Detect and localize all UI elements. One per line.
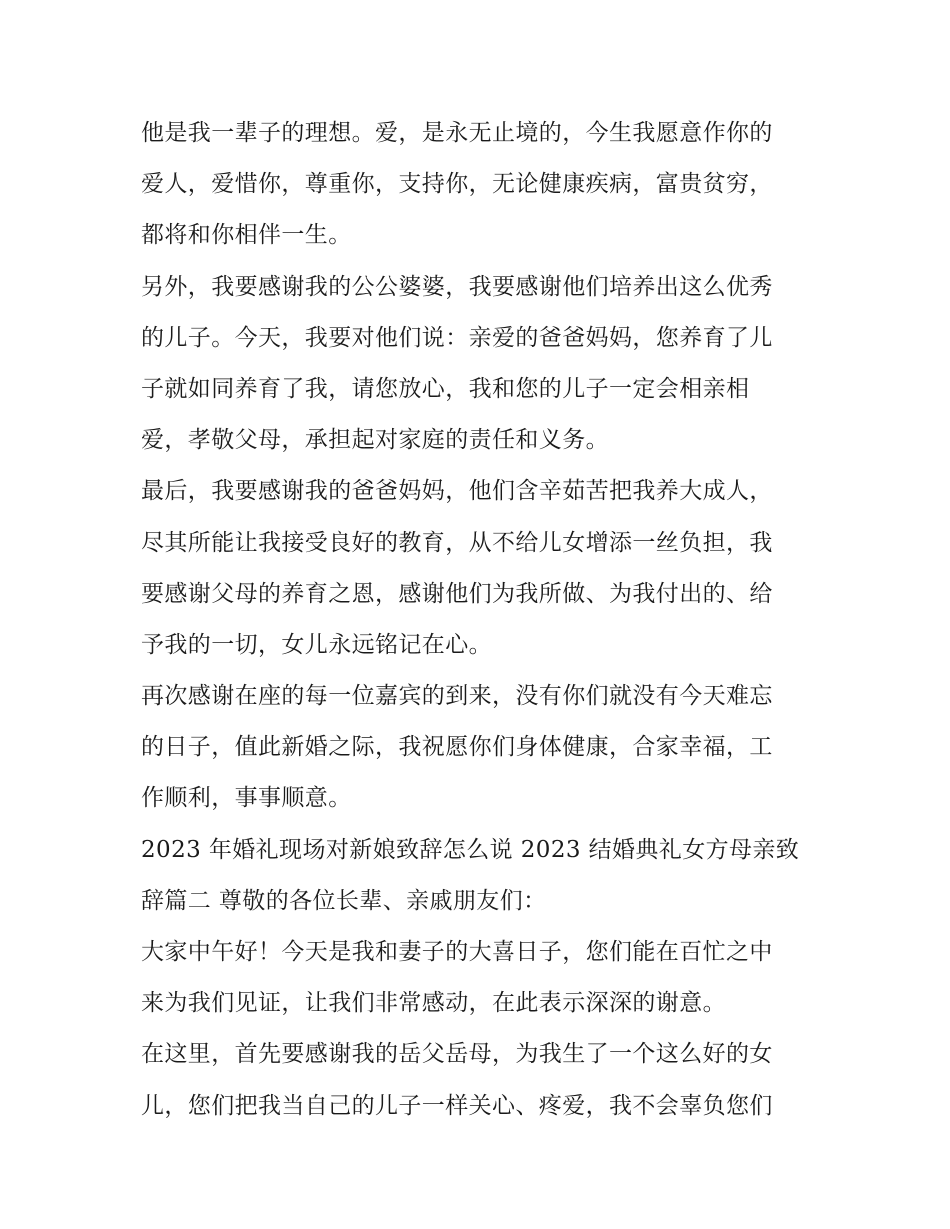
text-line: 予我的一切，女儿永远铭记在心。 [141,631,492,658]
text-line: 子就如同养育了我，请您放心，我和您的儿子一定会相亲相 [141,375,750,402]
text-line: 辞篇二 尊敬的各位长辈、亲戚朋友们： [141,887,547,914]
text-line: 的儿子。今天，我要对他们说：亲爱的爸爸妈妈，您养育了儿 [141,324,773,351]
text-line: 要感谢父母的养育之恩，感谢他们为我所做、为我付出的、给 [141,580,773,607]
text-line: 爱人，爱惜你，尊重你，支持你，无论健康疾病，富贵贫穷， [141,171,773,198]
text-line: 都将和你相伴一生。 [141,222,352,249]
document-body [141,108,821,1132]
text-line: 在这里，首先要感谢我的岳父岳母，为我生了一个这么好的女 [141,1041,773,1068]
text-line: 爱，孝敬父母，承担起对家庭的责任和义务。 [141,427,609,454]
text-line: 另外，我要感谢我的公公婆婆，我要感谢他们培养出这么优秀 [141,273,773,300]
text-line: 来为我们见证，让我们非常感动，在此表示深深的谢意。 [141,990,726,1017]
text-line: 作顺利，事事顺意。 [141,785,352,812]
text-line: 的日子，值此新婚之际，我祝愿你们身体健康，合家幸福，工 [141,734,773,761]
text-line: 儿，您们把我当自己的儿子一样关心、疼爱，我不会辜负您们 [141,1092,773,1119]
text-line: 最后，我要感谢我的爸爸妈妈，他们含辛茹苦把我养大成人， [141,478,773,505]
text-line: 2023 年婚礼现场对新娘致辞怎么说 2023 结婚典礼女方母亲致 [141,836,800,863]
text-line: 尽其所能让我接受良好的教育，从不给儿女增添一丝负担，我 [141,529,773,556]
text-line: 他是我一辈子的理想。爱，是永无止境的，今生我愿意作你的 [141,120,773,146]
text-line: 再次感谢在座的每一位嘉宾的到来，没有你们就没有今天难忘 [141,683,773,710]
text-line: 大家中午好！今天是我和妻子的大喜日子，您们能在百忙之中 [141,939,773,965]
